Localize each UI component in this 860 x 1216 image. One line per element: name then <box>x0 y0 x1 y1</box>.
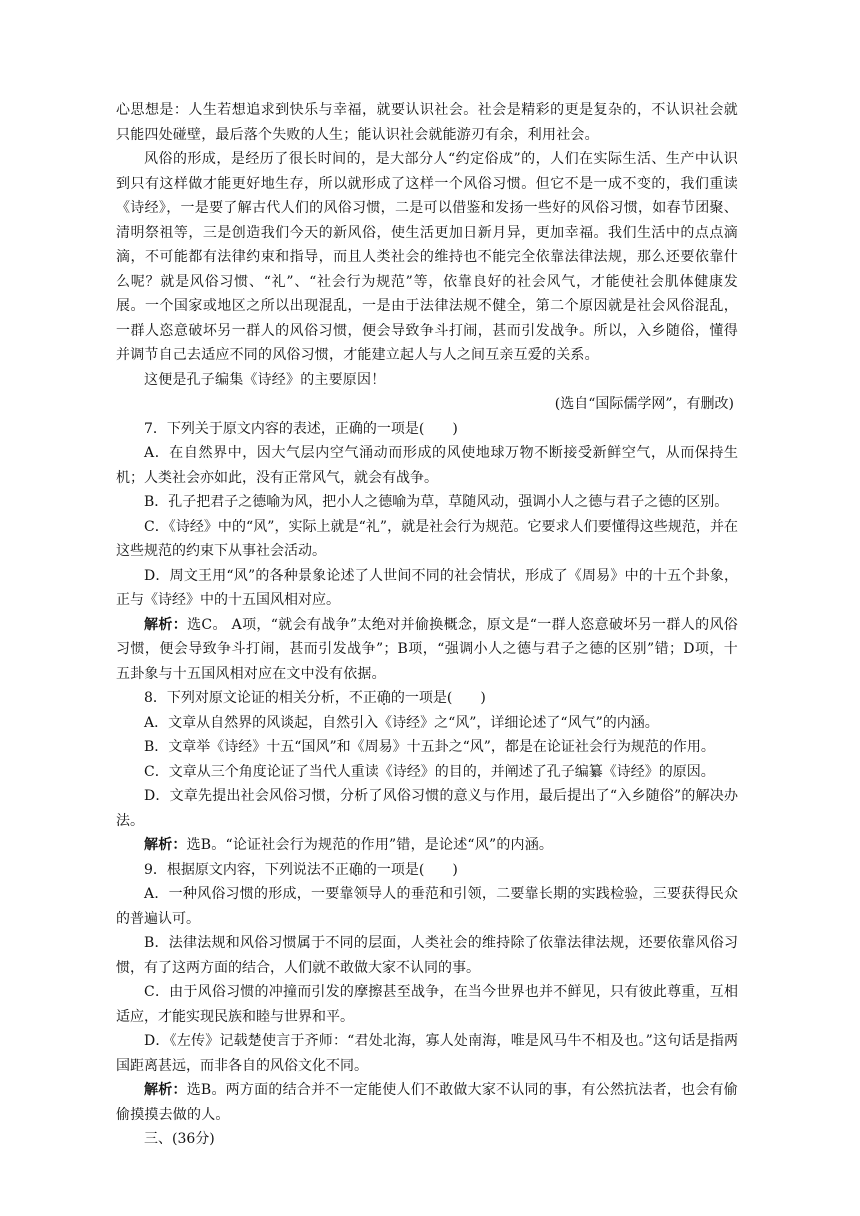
q7-option-c: C．《诗经》中的“风”，实际上就是“礼”，就是社会行为规范。它要求人们要懂得这些规范，并在这些规范的约束下从事社会活动。 <box>116 518 738 559</box>
q7-analysis-label: 解析： <box>144 616 188 633</box>
q8-option-c: C．文章从三个角度论证了当代人重读《诗经》的目的，并阐述了孔子编纂《诗经》的原因。 <box>144 763 715 780</box>
q9-option-b: B．法律法规和风俗习惯属于不同的层面，人类社会的维持除了依靠法律法规，还要依靠风俗习惯，有了这两方面的结合，人们就不敢做大家不认同的事。 <box>116 935 738 976</box>
q8-option-a: A．文章从自然界的风谈起，自然引入《诗经》之“风”，详细论述了“风气”的内涵。 <box>144 714 659 731</box>
q7-option-b: B．孔子把君子之德喻为风，把小人之德喻为草，草随风动，强调小人之德与君子之德的区别。 <box>144 494 729 510</box>
q8-stem-emphasis: 不 · <box>349 690 363 706</box>
q8-analysis-label: 解析： <box>144 837 187 853</box>
q9-analysis <box>116 1078 738 1127</box>
q7-analysis <box>116 613 738 687</box>
q9-stem <box>116 858 738 883</box>
q9-option-a: A．一种风俗习惯的形成，一要靠领导人的垂范和引领，二要靠长期的实践检验，三要获得民众的普遍认可。 <box>116 886 738 927</box>
q8-stem-pre: 8．下列对原文论证的相关分析， <box>144 690 349 706</box>
q9-analysis-label: 解析： <box>144 1082 187 1098</box>
q7-stem: 7．下列关于原文内容的表述，正确的一项是( ) <box>144 420 458 437</box>
passage-paragraph-2: 风俗的形成，是经历了很长时间的，是大部分人“约定俗成”的，人们在实际生活、生产中认识到只有这样做才能更好地生存，所以就形成了这样一个风俗习惯。但它不是一成不变的，我们重读《诗经》，一是要了解古代人们的风俗习惯，二是可以借鉴和发扬一些好的风俗习惯，如春节团聚、清明祭祖等，三是创造我们今天的新风俗，使生活更加日新月异，更加幸福。我们生活中的点点滴滴，不可能都有法律约束和指导，而且人类社会的维持也不能完全依靠法律法规，那么还要依靠什么呢？就是风俗习惯、“礼”、“社会行为规范”等，依靠良好的社会风气，才能使社会肌体健康发展。一个国家或地区之所以出现混乱，一是由于法律法规不健全，第二个原因就是社会风俗混乱，一群人恣意破坏另一群人的风俗习惯，便会导致争斗打闹，甚而引发战争。所以，入乡随俗，懂得并调节自己去适应不同的风俗习惯，才能建立起人与人之间互亲互爱的关系。 <box>116 151 738 363</box>
q8-stem <box>116 686 738 711</box>
section-heading: 三、(36分) <box>144 1131 215 1147</box>
source-note: (选自“国际儒学网”，有删改) <box>554 396 734 412</box>
q9-stem-post: 正确的一项是( ) <box>334 861 458 878</box>
q8-option-b: B．文章举《诗经》十五“国风”和《周易》十五卦之“风”，都是在论证社会行为规范的作用。 <box>144 739 715 755</box>
q7-option-a: A．在自然界中，因大气层内空气涌动而形成的风使地球万物不断接受新鲜空气，从而保持生机；人类社会亦如此，没有正常风气，就会有战争。 <box>116 445 738 486</box>
q9-stem-pre: 9．根据原文内容，下列说法 <box>144 861 321 878</box>
q7-option-d: D．周文王用“风”的各种景象论述了人世间不同的社会情状，形成了《周易》中的十五个卦象，正与《诗经》中的十五国风相对应。 <box>116 567 738 608</box>
q9-analysis-text: 选B。两方面的结合并不一定能使人们不敢做大家不认同的事，有公然抗法者，也会有偷偷摸摸去做的人。 <box>116 1082 738 1123</box>
q9-option-c: C．由于风俗习惯的冲撞而引发的摩擦甚至战争，在当今世界也并不鲜见，只有彼此尊重，互相适应，才能实现民族和睦与世界和平。 <box>116 984 738 1025</box>
q7-analysis-text: 选C。 A项，“就会有战争”太绝对并偷换概念，原文是“一群人恣意破坏另一群人的风俗习惯，便会导致争斗打闹，甚而引发战争”；B项，“强调小人之德与君子之德的区别”错；D项，十五卦象与十五国风相对应在文中没有依据。 <box>116 616 738 682</box>
q9-option-d: D．《左传》记载楚使言于齐师：“君处北海，寡人处南海，唯是风马牛不相及也。”这句话是指两国距离甚远，而非各自的风俗文化不同。 <box>116 1033 738 1074</box>
passage-paragraph-1: 心思想是：人生若想追求到快乐与幸福，就要认识社会。社会是精彩的更是复杂的，不认识社会就只能四处碰壁，最后落个失败的人生；能认识社会就能游刃有余，利用社会。 <box>116 102 738 143</box>
q8-analysis-text: 选B。“论证社会行为规范的作用”错，是论述“风”的内涵。 <box>186 837 554 853</box>
q9-stem-emphasis: 不 · <box>321 862 335 878</box>
passage-conclusion: 这便是孔子编集《诗经》的主要原因！ <box>144 371 386 388</box>
q8-option-d: D．文章先提出社会风俗习惯，分析了风俗习惯的意义与作用，最后提出了“入乡随俗”的解决办法。 <box>116 788 738 829</box>
q8-stem-post: 正确的一项是( ) <box>362 690 486 706</box>
page-content <box>116 98 738 1152</box>
q8-analysis <box>116 833 738 858</box>
